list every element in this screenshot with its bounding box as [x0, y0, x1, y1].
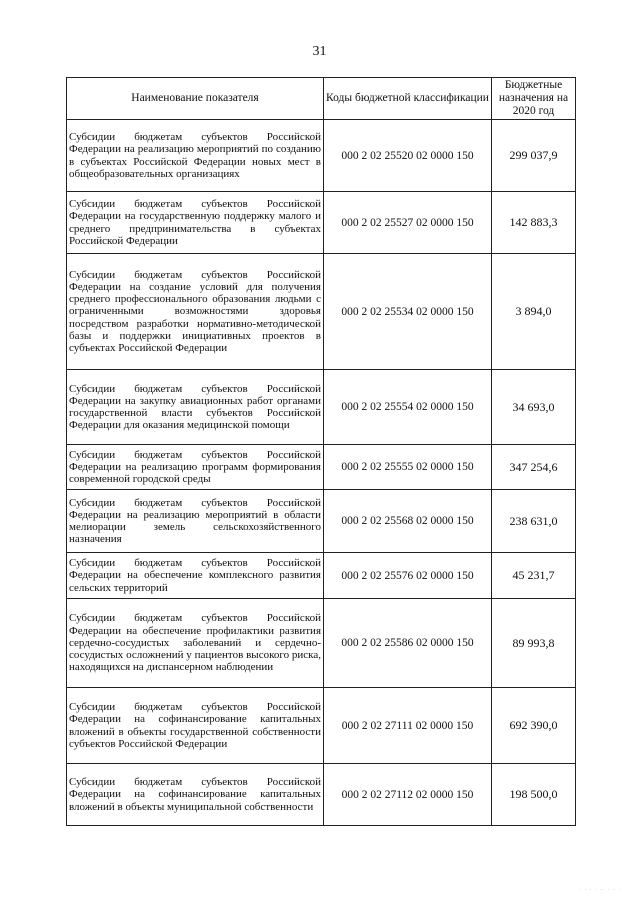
row-indicator-name: Субсидии бюджетам субъектов Российской Федерации на софинансирование капитальных вложений в объекты муниципальной собственности — [67, 764, 324, 826]
row-budget-code: 000 2 02 25555 02 0000 150 — [324, 445, 492, 490]
row-indicator-name: Субсидии бюджетам субъектов Российской Федерации на создание условий для получения среднего профессионального образования людьми с ограниченными возможностями здоровья посредством разработки нормативно-методической базы и поддержки инициативных проектов в субъектах Российской Федерации — [67, 254, 324, 370]
row-budget-code: 000 2 02 25527 02 0000 150 — [324, 192, 492, 254]
row-indicator-name: Субсидии бюджетам субъектов Российской Федерации на обеспечение профилактики развития сердечно-сосудистых заболеваний и сердечно-сосудистых осложнений у пациентов высокого риска, находящихся на диспансерном наблюдении — [67, 599, 324, 688]
row-budget-code: 000 2 02 25576 02 0000 150 — [324, 553, 492, 599]
row-indicator-name: Субсидии бюджетам субъектов Российской Федерации на реализацию мероприятий в области мелиорации земель сельскохозяйственного назначения — [67, 490, 324, 553]
budget-table — [66, 77, 576, 826]
row-budget-code: 000 2 02 25520 02 0000 150 — [324, 120, 492, 192]
row-budget-code: 000 2 02 27111 02 0000 150 — [324, 688, 492, 764]
table-row — [67, 599, 576, 688]
row-budget-amount: 89 993,8 — [492, 599, 576, 688]
table-row — [67, 192, 576, 254]
row-budget-amount: 142 883,3 — [492, 192, 576, 254]
table-row — [67, 490, 576, 553]
header-budget-amount: Бюджетные назначения на 2020 год — [492, 78, 576, 120]
table-row — [67, 764, 576, 826]
row-budget-code: 000 2 02 27112 02 0000 150 — [324, 764, 492, 826]
table-header-row — [67, 78, 576, 120]
table-row — [67, 254, 576, 370]
row-budget-amount: 299 037,9 — [492, 120, 576, 192]
table-row — [67, 120, 576, 192]
row-budget-amount: 347 254,6 — [492, 445, 576, 490]
row-indicator-name: Субсидии бюджетам субъектов Российской Федерации на реализацию программ формирования современной городской среды — [67, 445, 324, 490]
row-budget-amount: 198 500,0 — [492, 764, 576, 826]
row-budget-amount: 238 631,0 — [492, 490, 576, 553]
row-budget-amount: 34 693,0 — [492, 370, 576, 445]
header-indicator-name: Наименование показателя — [67, 78, 324, 120]
row-indicator-name: Субсидии бюджетам субъектов Российской Федерации на обеспечение комплексного развития сельских территорий — [67, 553, 324, 599]
row-indicator-name: Субсидии бюджетам субъектов Российской Федерации на реализацию мероприятий по созданию в субъектах Российской Федерации новых мест в общеобразовательных организациях — [67, 120, 324, 192]
row-budget-amount: 3 894,0 — [492, 254, 576, 370]
row-budget-amount: 45 231,7 — [492, 553, 576, 599]
table-row — [67, 553, 576, 599]
table-row — [67, 688, 576, 764]
header-budget-code: Коды бюджетной классификации — [324, 78, 492, 120]
table-row — [67, 370, 576, 445]
scan-noise-mark: · · · · ·· · · · — [579, 887, 621, 893]
row-budget-code: 000 2 02 25534 02 0000 150 — [324, 254, 492, 370]
row-budget-amount: 692 390,0 — [492, 688, 576, 764]
table-row — [67, 445, 576, 490]
row-budget-code: 000 2 02 25586 02 0000 150 — [324, 599, 492, 688]
row-budget-code: 000 2 02 25554 02 0000 150 — [324, 370, 492, 445]
page-number: 31 — [312, 44, 327, 59]
row-indicator-name: Субсидии бюджетам субъектов Российской Федерации на софинансирование капитальных вложений в объекты государственной собственности субъектов Российской Федерации — [67, 688, 324, 764]
row-indicator-name: Субсидии бюджетам субъектов Российской Федерации на государственную поддержку малого и среднего предпринимательства в субъектах Российской Федерации — [67, 192, 324, 254]
row-budget-code: 000 2 02 25568 02 0000 150 — [324, 490, 492, 553]
row-indicator-name: Субсидии бюджетам субъектов Российской Федерации на закупку авиационных работ органами государственной власти субъектов Российской Федерации для оказания медицинской помощи — [67, 370, 324, 445]
